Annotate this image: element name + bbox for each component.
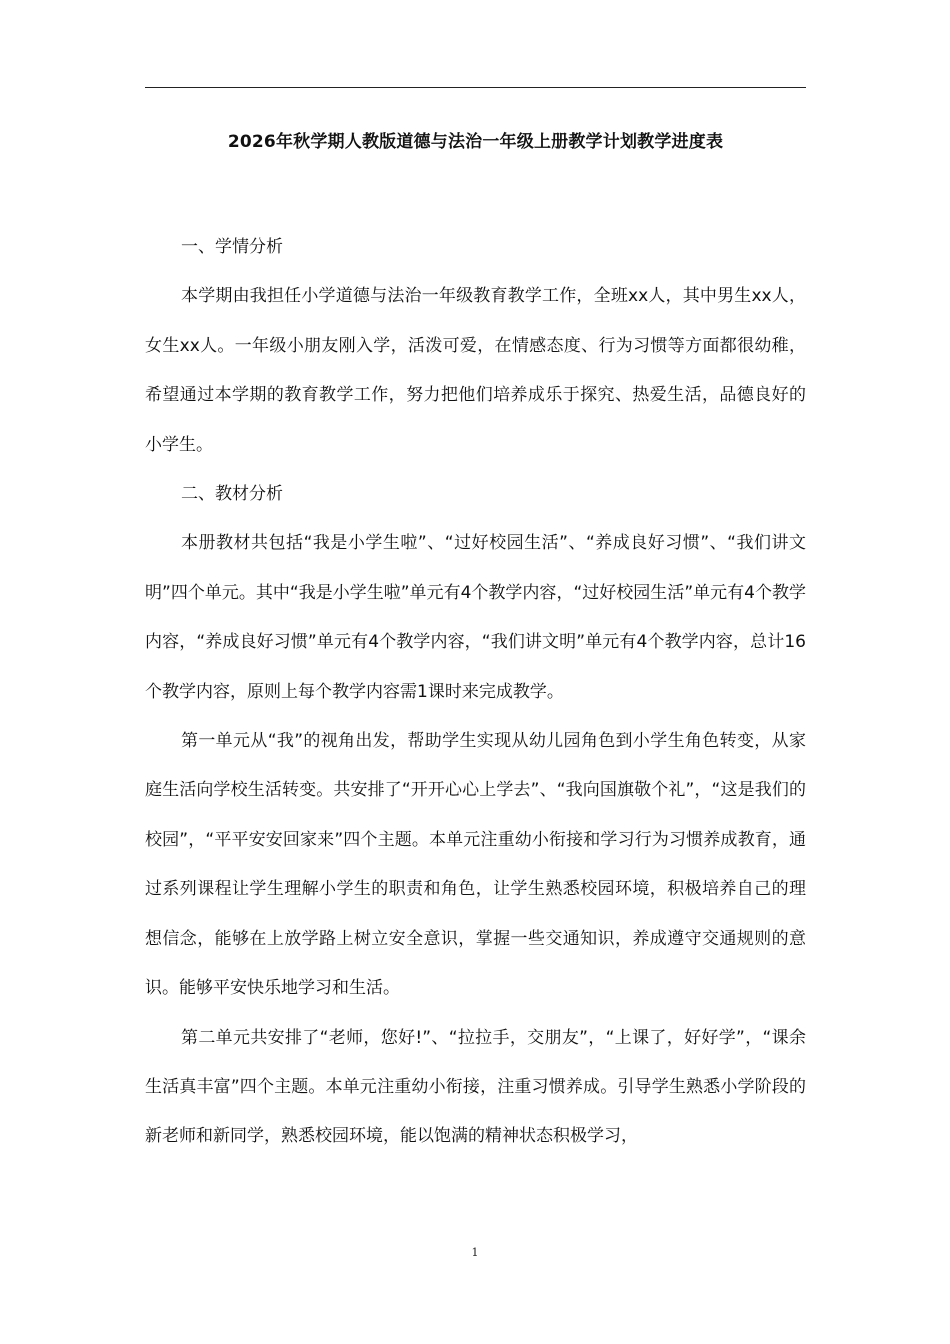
document-body	[145, 223, 806, 1162]
paragraph-unit-one: 第一单元从“我”的视角出发，帮助学生实现从幼儿园角色到小学生角色转变，从家庭生活向学校生活转变。共安排了“开开心心上学去”、“我向国旗敬个礼”，“这是我们的校园”，“平平安安回家来”四个主题。本单元注重幼小衔接和学习行为习惯养成教育，通过系列课程让学生理解小学生的职责和角色，让学生熟悉校园环境，积极培养自己的理想信念，能够在上放学路上树立安全意识，掌握一些交通知识，养成遵守交通规则的意识。能够平安快乐地学习和生活。	[145, 731, 806, 999]
paragraph-unit-two: 第二单元共安排了“老师，您好!”、“拉拉手，交朋友”，“上课了，好好学”，“课余生活真丰富”四个主题。本单元注重幼小衔接，注重习惯养成。引导学生熟悉小学阶段的新老师和新同学，熟悉校园环境，能以饱满的精神状态积极学习，	[145, 1027, 806, 1147]
document-title: 2026年秋学期人教版道德与法治一年级上册教学计划教学进度表	[227, 132, 724, 152]
section-heading-textbook-analysis: 二、教材分析	[181, 484, 283, 505]
page-number: 1	[471, 1246, 479, 1259]
paragraph-student-analysis: 本学期由我担任小学道德与法治一年级教育教学工作，全班xx人，其中男生xx人，女生xx人。一年级小朋友刚入学，活泼可爱，在情感态度、行为习惯等方面都很幼稚，希望通过本学期的教育教学工作，努力把他们培养成乐于探究、热爱生活，品德良好的小学生。	[145, 286, 806, 455]
paragraph-textbook-overview: 本册教材共包括“我是小学生啦”、“过好校园生活”、“养成良好习惯”、“我们讲文明”四个单元。其中“我是小学生啦”单元有4个教学内容，“过好校园生活”单元有4个教学内容，“养成良好习惯”单元有4个教学内容，“我们讲文明”单元有4个教学内容，总计16个教学内容，原则上每个教学内容需1课时来完成教学。	[145, 533, 806, 702]
header-rule	[145, 87, 806, 88]
section-heading-student-analysis: 一、学情分析	[181, 237, 283, 257]
